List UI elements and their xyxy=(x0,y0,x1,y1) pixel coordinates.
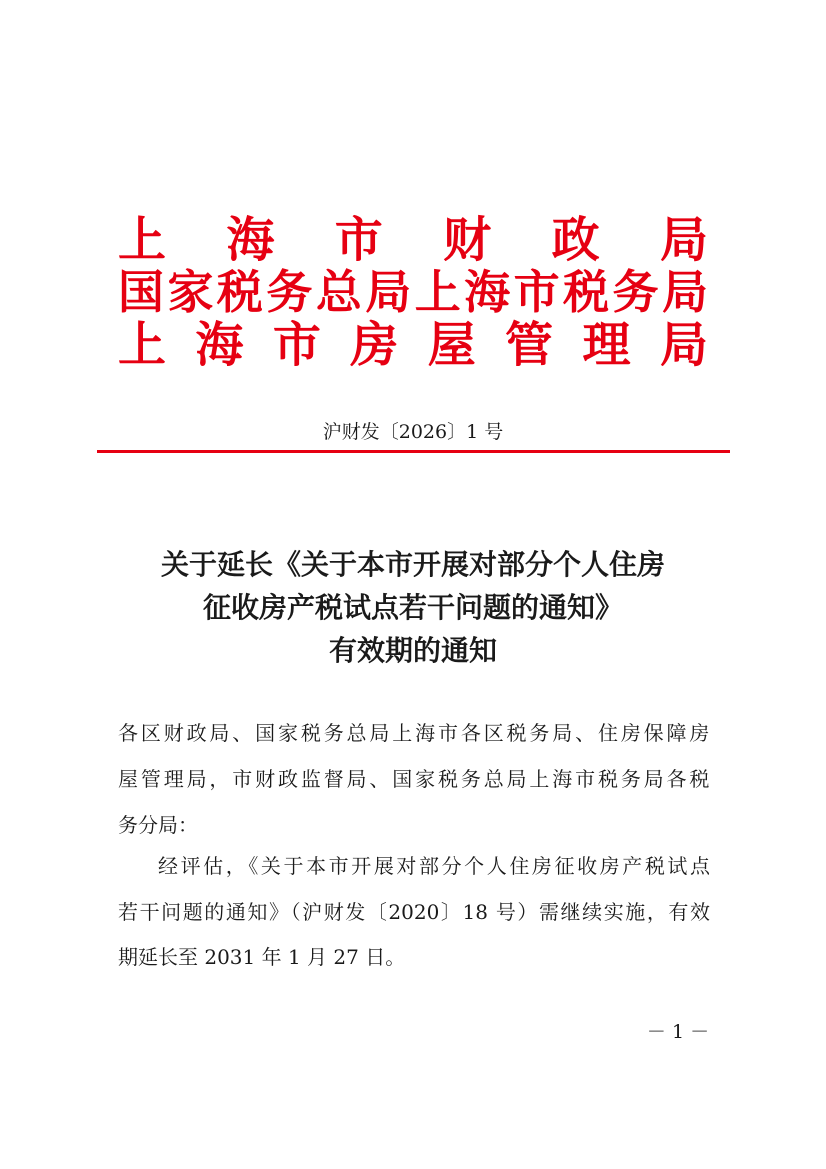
header-char: 政 xyxy=(551,212,600,268)
header-char: 务 xyxy=(266,265,313,319)
header-char: 上 xyxy=(118,317,167,373)
addressee-line-2: 屋管理局，市财政监督局、国家税务总局上海市税务局各税 xyxy=(118,767,710,791)
header-char: 屋 xyxy=(427,317,476,373)
header-char: 海 xyxy=(464,265,511,319)
header-char: 税 xyxy=(216,265,263,319)
header-char: 理 xyxy=(582,317,631,373)
page-number: － 1 － xyxy=(646,1021,710,1043)
header-char: 局 xyxy=(659,317,708,373)
header-char: 上 xyxy=(414,265,461,319)
header-char: 国 xyxy=(118,265,164,319)
header-char: 上 xyxy=(118,212,167,268)
header-char: 管 xyxy=(505,317,554,373)
header-char: 房 xyxy=(350,317,399,373)
header-char: 市 xyxy=(334,212,383,268)
header-char: 局 xyxy=(661,265,708,319)
header-char: 市 xyxy=(272,317,321,373)
document-title-line-1: 关于延长《关于本市开展对部分个人住房 xyxy=(160,548,665,581)
issuer-shanghai-finance-bureau xyxy=(118,212,708,268)
document-title-line-3: 有效期的通知 xyxy=(328,634,497,667)
body-paragraph-line-2: 若干问题的通知》（沪财发〔2020〕18 号）需继续实施，有效 xyxy=(118,900,710,924)
red-divider-line xyxy=(97,450,730,453)
header-char: 总 xyxy=(315,265,362,319)
document-title-line-2: 征收房产税试点若干问题的通知》 xyxy=(202,591,623,624)
addressee-line-1: 各区财政局、国家税务总局上海市各区税务局、住房保障房 xyxy=(118,721,710,745)
addressee-line-3: 务分局： xyxy=(118,813,198,837)
header-char: 海 xyxy=(226,212,275,268)
issuer-shanghai-housing-bureau xyxy=(118,317,708,373)
header-char: 家 xyxy=(167,265,214,319)
body-paragraph-line-3: 期延长至 2031 年 1 月 27 日。 xyxy=(118,945,406,969)
header-char: 局 xyxy=(365,265,412,319)
header-char: 务 xyxy=(612,265,659,319)
header-char: 税 xyxy=(563,265,610,319)
document-number: 沪财发〔2026〕1 号 xyxy=(322,421,504,443)
header-char: 财 xyxy=(443,212,492,268)
body-paragraph-line-1: 经评估，《关于本市开展对部分个人住房征收房产税试点 xyxy=(158,854,710,878)
header-char: 局 xyxy=(659,212,708,268)
header-char: 海 xyxy=(195,317,244,373)
issuer-shanghai-tax-bureau xyxy=(118,264,708,320)
header-char: 市 xyxy=(513,265,560,319)
